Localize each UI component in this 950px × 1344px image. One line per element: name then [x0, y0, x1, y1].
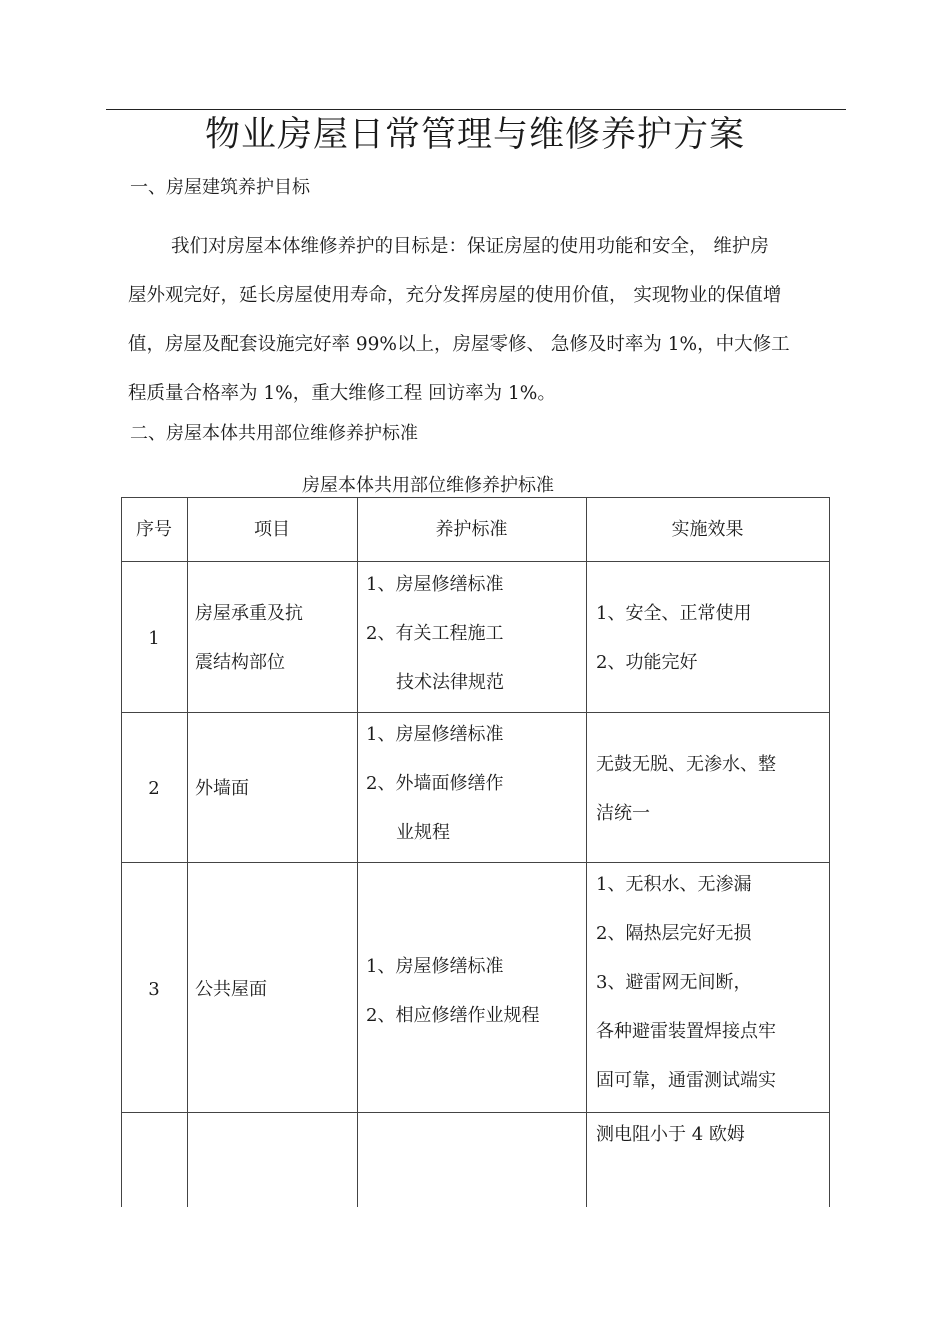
table-border — [829, 497, 830, 1207]
document-title: 物业房屋日常管理与维修养护方案 — [204, 115, 745, 155]
table-header-effect: 实施效果 — [671, 519, 744, 540]
paragraph-line: 我们对房屋本体维修养护的目标是：保证房屋的使用功能和安全， 维护房 — [171, 236, 769, 257]
table-cell-item: 外墙面 — [195, 778, 249, 799]
table-header-no: 序号 — [136, 519, 172, 540]
table-border — [121, 497, 122, 1207]
table-cell-item: 房屋承重及抗 震结构部位 — [195, 603, 303, 673]
table-cell-effect: 测电阻小于 4 欧姆 — [596, 1124, 745, 1145]
paragraph-line: 值，房屋及配套设施完好率 99%以上，房屋零修、 急修及时率为 1%，中大修工 — [128, 334, 790, 355]
table-header-item: 项目 — [254, 519, 290, 540]
table-cell-item: 公共屋面 — [195, 979, 267, 1000]
table-cell-no: 3 — [148, 979, 160, 1000]
section-1-paragraph — [128, 222, 848, 418]
table-cell-standard: 1、房屋修缮标准 2、外墙面修缮作 业规程 — [366, 724, 504, 843]
table-border — [121, 497, 830, 498]
table-cell-effect: 1、无积水、无渗漏 2、隔热层完好无损 3、避雷网无间断， 各种避雷装置焊接点牢 固可靠，通雷测试端实 — [596, 874, 776, 1091]
table-cell-effect: 1、安全、正常使用 2、功能完好 — [596, 603, 752, 673]
table-header-standard: 养护标准 — [435, 519, 508, 540]
table-cell-no: 1 — [148, 628, 160, 649]
table-cell-effect: 无鼓无脱、无渗水、整 洁统一 — [596, 754, 776, 824]
section-2-heading: 二、房屋本体共用部位维修养护标准 — [130, 423, 418, 444]
header-rule — [106, 109, 846, 110]
table-border — [586, 497, 587, 1207]
table-cell-standard: 1、房屋修缮标准 2、有关工程施工 技术法律规范 — [366, 574, 504, 693]
table-border — [357, 497, 358, 1207]
section-1-heading: 一、房屋建筑养护目标 — [130, 177, 310, 198]
table-cell-no: 2 — [148, 778, 160, 799]
table-cell-standard: 1、房屋修缮标准 2、相应修缮作业规程 — [366, 956, 540, 1026]
table-border — [187, 497, 188, 1207]
table-caption: 房屋本体共用部位维修养护标准 — [302, 475, 554, 496]
paragraph-line: 屋外观完好，延长房屋使用寿命，充分发挥房屋的使用价值， 实现物业的保值增 — [128, 285, 782, 306]
paragraph-line: 程质量合格率为 1%，重大维修工程 回访率为 1%。 — [128, 383, 556, 404]
